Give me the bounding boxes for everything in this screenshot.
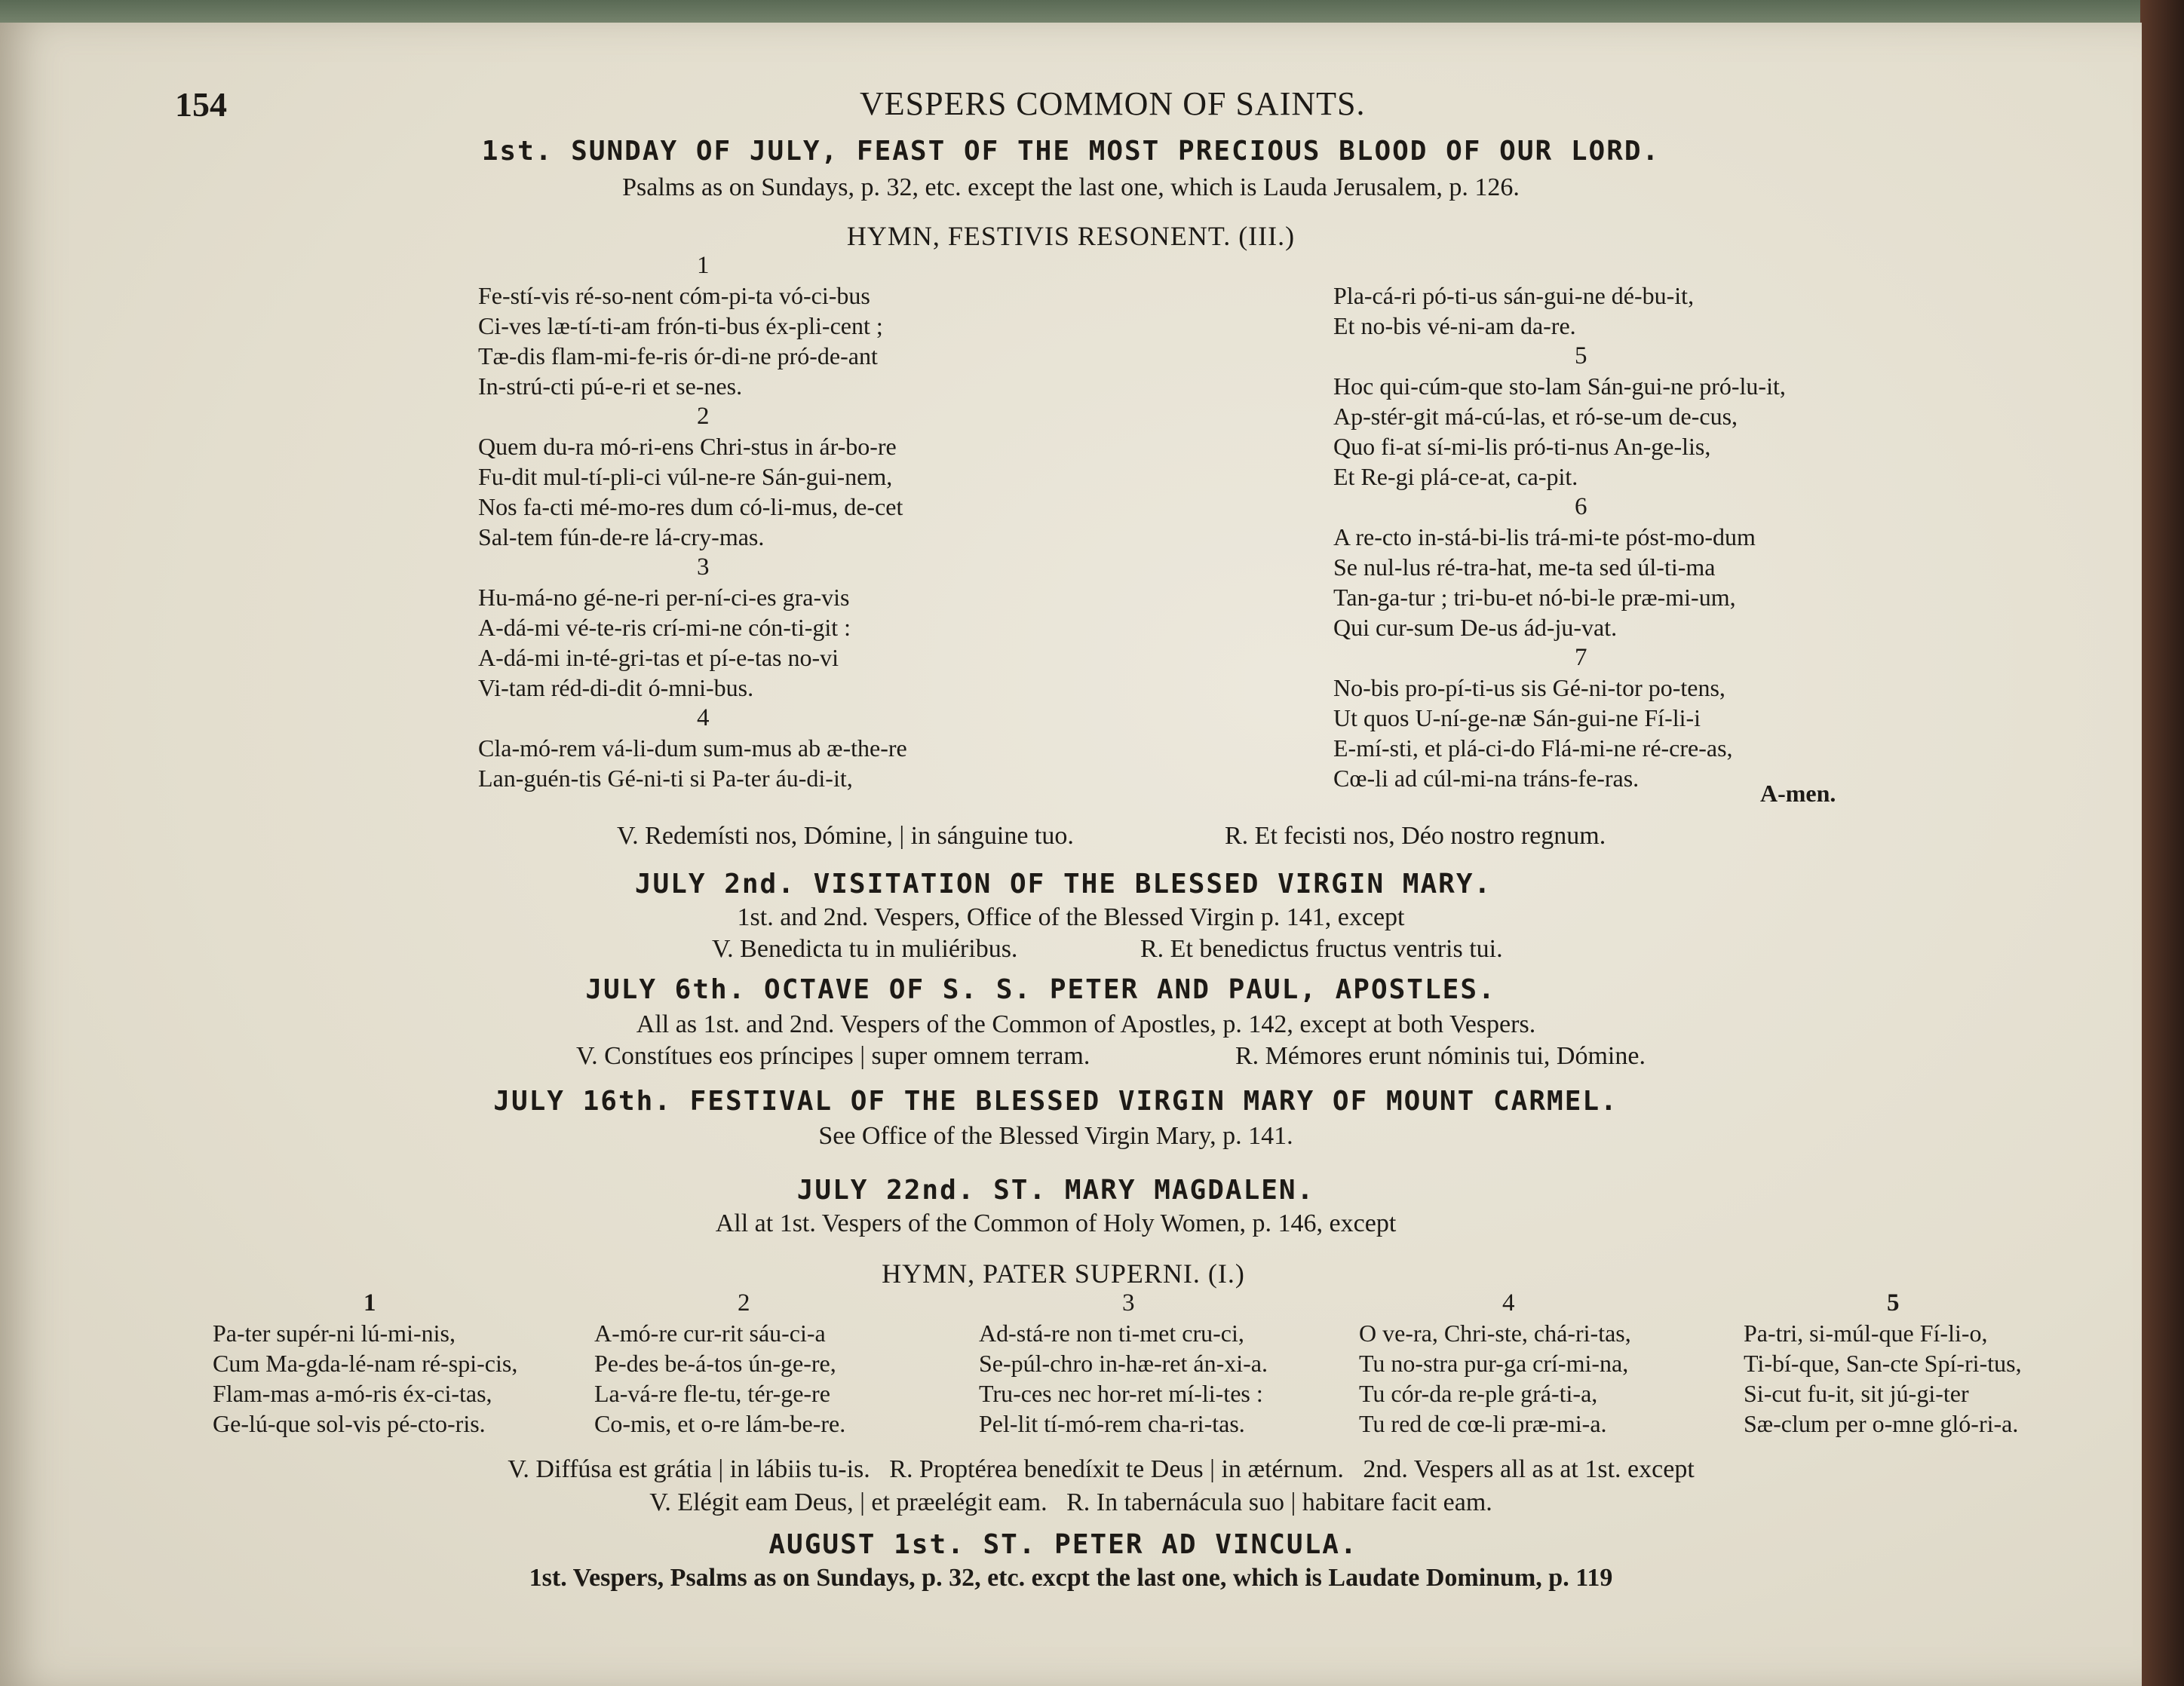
verse-line: Tu red de cœ-li præ-mi-a. bbox=[1359, 1410, 1607, 1437]
verse-line: Pe-des be-á-tos ún-ge-re, bbox=[594, 1350, 836, 1377]
hymn-title-festivis: HYMN, FESTIVIS RESONENT. (III.) bbox=[846, 221, 1296, 251]
verse-line: Quo fi-at sí-mi-lis pró-ti-nus An-ge-lis, bbox=[1333, 433, 1711, 460]
verse-line: Pa-ter supér-ni lú-mi-nis, bbox=[213, 1320, 456, 1347]
verse-line: Se nul-lus ré-tra-hat, me-ta sed úl-ti-ma bbox=[1333, 553, 1716, 581]
versicle-v: V. Redemísti nos, Dómine, | in sánguine tuo. bbox=[617, 822, 1074, 850]
verse-line: Et no-bis vé-ni-am da-re. bbox=[1333, 312, 1576, 339]
verse-line: Hu-má-no gé-ne-ri per-ní-ci-es gra-vis bbox=[478, 584, 850, 611]
page-number: 154 bbox=[175, 85, 227, 124]
response-r: R. Mémores erunt nóminis tui, Dómine. bbox=[1235, 1042, 1646, 1070]
versicle-v: V. Benedicta tu in muliéribus. bbox=[712, 935, 1018, 963]
verse-line: Ge-lú-que sol-vis pé-cto-ris. bbox=[213, 1410, 486, 1437]
running-title: VESPERS COMMON OF SAINTS. bbox=[860, 85, 1366, 122]
verse-line: Si-cut fu-it, sit jú-gi-ter bbox=[1744, 1380, 1969, 1407]
verse-line: O ve-ra, Chri-ste, chá-ri-tas, bbox=[1359, 1320, 1631, 1347]
book-page bbox=[0, 23, 2142, 1686]
hymn-stanza-2 bbox=[594, 1288, 956, 1439]
verse-line: In-strú-cti pú-e-ri et se-nes. bbox=[478, 372, 743, 400]
verse-line: Hoc qui-cúm-que sto-lam Sán-gui-ne pró-lu-it, bbox=[1333, 372, 1786, 400]
visitation-note: 1st. and 2nd. Vespers, Office of the Blessed Virgin p. 141, except bbox=[737, 903, 1405, 931]
verse-line: Ti-bí-que, San-cte Spí-ri-tus, bbox=[1744, 1350, 2022, 1377]
verse-line: La-vá-re fle-tu, tér-ge-re bbox=[594, 1380, 830, 1407]
section-title-visitation: JULY 2nd. VISITATION OF THE BLESSED VIRGIN MARY. bbox=[634, 869, 1492, 900]
verse-line: Flam-mas a-mó-ris éx-ci-tas, bbox=[213, 1380, 492, 1407]
verse-line: Quem du-ra mó-ri-ens Chri-stus in ár-bo-re bbox=[478, 433, 897, 460]
book-binding-right bbox=[2140, 0, 2184, 1686]
psalms-note: Psalms as on Sundays, p. 32, etc. except the last one, which is Lauda Jerusalem, p. 126. bbox=[622, 173, 1520, 201]
verse-line: Tru-ces nec hor-ret mí-li-tes : bbox=[979, 1380, 1263, 1407]
verse-line: E-mí-sti, et plá-ci-do Flá-mi-ne ré-cre-as, bbox=[1333, 734, 1733, 762]
hymn-stanza-5 bbox=[1744, 1288, 2106, 1439]
verse-line: Cla-mó-rem vá-li-dum sum-mus ab æ-the-re bbox=[478, 734, 907, 762]
verse-line: Ap-stér-git má-cú-las, et ró-se-um de-cus, bbox=[1333, 403, 1738, 430]
verse-line: Ci-ves læ-tí-ti-am frón-ti-bus éx-pli-cent ; bbox=[478, 312, 883, 339]
stanza-number: 4 bbox=[697, 704, 710, 731]
stanza-number: 6 bbox=[1575, 493, 1587, 520]
verse-line: Tæ-dis flam-mi-fe-ris ór-di-ne pró-de-ant bbox=[478, 342, 878, 369]
verse-line: Cum Ma-gda-lé-nam ré-spi-cis, bbox=[213, 1350, 518, 1377]
verse-line: A re-cto in-stá-bi-lis trá-mi-te póst-mo-dum bbox=[1333, 523, 1756, 550]
stanza-number: 2 bbox=[738, 1289, 750, 1317]
ad-vincula-note: 1st. Vespers, Psalms as on Sundays, p. 32, etc. excpt the last one, which is Laudate Dominum, p. 119 bbox=[529, 1564, 1613, 1592]
section-title-magdalen: JULY 22nd. ST. MARY MAGDALEN. bbox=[796, 1175, 1315, 1206]
stanza-number: 5 bbox=[1887, 1289, 1900, 1317]
magdalen-versicles-1: V. Diffúsa est grátia | in lábiis tu-is. R. Proptérea benedíxit te Deus | in ætérnum. 2nd. Vespers all as at 1st. except bbox=[508, 1455, 1695, 1483]
hymn-left-column bbox=[478, 250, 1066, 793]
mount-carmel-note: See Office of the Blessed Virgin Mary, p. 141. bbox=[818, 1122, 1293, 1150]
stanza-number: 2 bbox=[697, 403, 710, 430]
verse-line: Pa-tri, si-múl-que Fí-li-o, bbox=[1744, 1320, 1988, 1347]
stanza-number: 4 bbox=[1502, 1289, 1515, 1317]
stanza-number: 1 bbox=[363, 1289, 376, 1317]
stanza-number: 5 bbox=[1575, 342, 1587, 369]
verse-line: Fe-stí-vis ré-so-nent cóm-pi-ta vó-ci-bus bbox=[478, 282, 870, 309]
verse-line: Co-mis, et o-re lám-be-re. bbox=[594, 1410, 846, 1437]
stanza-number: 3 bbox=[1122, 1289, 1135, 1317]
verse-line: Sæ-clum per o-mne gló-ri-a. bbox=[1744, 1410, 2019, 1437]
response-r: R. Et fecisti nos, Déo nostro regnum. bbox=[1225, 822, 1606, 850]
verse-line: Cœ-li ad cúl-mi-na tráns-fe-ras. bbox=[1333, 765, 1640, 792]
verse-line: Tan-ga-tur ; tri-bu-et nó-bi-le præ-mi-um, bbox=[1333, 584, 1736, 611]
section-title-precious-blood: 1st. SUNDAY OF JULY, FEAST OF THE MOST PRECIOUS BLOOD OF OUR LORD. bbox=[481, 136, 1661, 167]
verse-line: Ut quos U-ní-ge-næ Sán-gui-ne Fí-li-i bbox=[1333, 704, 1701, 731]
verse-line: Se-púl-chro in-hæ-ret án-xi-a. bbox=[979, 1350, 1268, 1377]
stanza-number: 1 bbox=[697, 252, 710, 279]
hymn-stanza-4 bbox=[1359, 1288, 1721, 1439]
hymn-title-pater-superni: HYMN, PATER SUPERNI. (I.) bbox=[882, 1258, 1245, 1289]
verse-line: Vi-tam réd-di-dit ó-mni-bus. bbox=[478, 674, 754, 701]
verse-line: A-dá-mi vé-te-ris crí-mi-ne cón-ti-git : bbox=[478, 614, 851, 641]
verse-line: No-bis pro-pí-ti-us sis Gé-ni-tor po-tens, bbox=[1333, 674, 1725, 701]
verse-line: Tu no-stra pur-ga crí-mi-na, bbox=[1359, 1350, 1629, 1377]
magdalen-note: All at 1st. Vespers of the Common of Holy Women, p. 146, except bbox=[715, 1209, 1397, 1237]
versicle-v: V. Constítues eos príncipes | super omnem terram. bbox=[576, 1042, 1090, 1070]
hymn-stanza-1 bbox=[213, 1288, 575, 1439]
verse-line: Pel-lit tí-mó-rem cha-ri-tas. bbox=[979, 1410, 1245, 1437]
verse-line: A-dá-mi in-té-gri-tas et pí-e-tas no-vi bbox=[478, 644, 839, 671]
verse-line: Lan-guén-tis Gé-ni-ti si Pa-ter áu-di-it, bbox=[478, 765, 853, 792]
hymn-stanza-3 bbox=[979, 1288, 1341, 1439]
stanza-number: 3 bbox=[697, 553, 710, 581]
verse-line: A-mó-re cur-rit sáu-ci-a bbox=[594, 1320, 826, 1347]
stanza-number: 7 bbox=[1575, 644, 1587, 671]
section-title-ad-vincula: AUGUST 1st. ST. PETER AD VINCULA. bbox=[768, 1529, 1358, 1560]
verse-line: Ad-stá-re non ti-met cru-ci, bbox=[979, 1320, 1244, 1347]
verse-line: Sal-tem fún-de-re lá-cry-mas. bbox=[478, 523, 765, 550]
hymn-right-column bbox=[1333, 280, 1876, 793]
magdalen-versicles-2: V. Elégit eam Deus, | et præelégit eam. R. In tabernácula suo | habitare facit eam. bbox=[649, 1488, 1492, 1516]
verse-line: Nos fa-cti mé-mo-res dum có-li-mus, de-cet bbox=[478, 493, 903, 520]
octave-note: All as 1st. and 2nd. Vespers of the Common of Apostles, p. 142, except at both Vespers. bbox=[636, 1010, 1536, 1038]
verse-line: Fu-dit mul-tí-pli-ci vúl-ne-re Sán-gui-nem, bbox=[478, 463, 893, 490]
verse-line: Pla-cá-ri pó-ti-us sán-gui-ne dé-bu-it, bbox=[1333, 282, 1695, 309]
section-title-octave: JULY 6th. OCTAVE OF S. S. PETER AND PAUL, APOSTLES. bbox=[585, 974, 1496, 1005]
section-title-mount-carmel: JULY 16th. FESTIVAL OF THE BLESSED VIRGIN MARY OF MOUNT CARMEL. bbox=[493, 1086, 1618, 1117]
verse-line: Qui cur-sum De-us ád-ju-vat. bbox=[1333, 614, 1618, 641]
verse-line: Et Re-gi plá-ce-at, ca-pit. bbox=[1333, 463, 1578, 490]
verse-line: Tu cór-da re-ple grá-ti-a, bbox=[1359, 1380, 1598, 1407]
response-r: R. Et benedictus fructus ventris tui. bbox=[1140, 935, 1503, 963]
amen: A-men. bbox=[1760, 780, 1836, 807]
